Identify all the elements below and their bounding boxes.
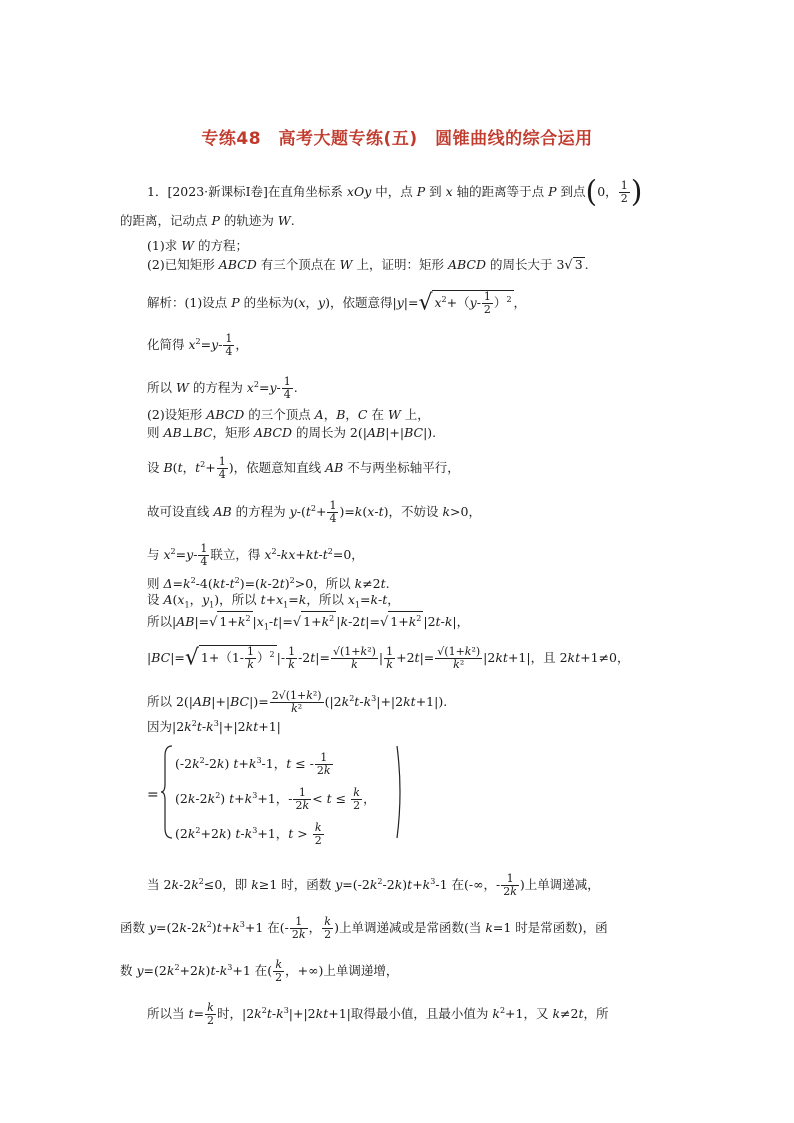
- solution-line-2: 化简得 $x^2=y-$ $\frac{1}{4}$ ，: [147, 332, 248, 358]
- solution-line-15: 当 $2k-2k^2\le 0$，即 k≥1 时，函数 $y=(-2k^2-2k)t+k^3-1$ 在(-∞，- $\frac{1}{2k}$ )上单调递减，: [147, 872, 600, 898]
- page-title: 专练48 高考大题专练(五) 圆锥曲线的综合运用: [201, 129, 593, 149]
- solution-line-9: 则 $\Delta=k^2-4(kt-t^2)=(k-2t)^2>0$，所以 k≠2t.: [147, 576, 390, 592]
- solution-line-13: 所以 2(|AB|+|BC|)= $\frac{\text{2√(1+k²)}}{\text{k²}}$ $(|2k^2t-k^3|+|2kt+1|)$.: [147, 689, 448, 715]
- solution-line-4: (2)设矩形 ABCD 的三个顶点 A，B，C 在 W 上，: [147, 407, 430, 422]
- solution-line-11: 所以|AB|=√ $1+k^2$ $|x_1-t|=√$ $1+k^2$ |k-2t|=√ $1+k^2$ |2t-k|，: [147, 611, 469, 636]
- solution-line-12: |BC|=√ 1+（1- $\frac{1}{k}$ ）$^2$ |- $\frac{1}{k}$ -2t|= $\frac{\text{√(1+k²)}}{k}$ | $\frac{1}{k}$ +2t|= $\frac{\text{√(1+k²)}}{\text{k²}}$ |2kt+1|，且 2kt+1≠0，: [147, 645, 630, 671]
- solution-line-3: 所以 W 的方程为 $x^2=y-$ $\frac{1}{4}$ .: [147, 375, 298, 401]
- piecewise-case-2: $(2k-2k^2)$ $t+k^3+1$，- $\frac{1}{2k}$ < t ≤ $\frac{k}{2}$ ，: [175, 786, 376, 812]
- solution-line-6: 设 B(t，$t^2+$ $\frac{1}{4}$ )，依题意知直线 AB 不与两坐标轴平行，: [147, 455, 460, 481]
- equals-sign: =: [147, 787, 159, 803]
- piecewise-case-1: $(-2k^2-2k)$ $t+k^3-1$，t ≤ - $\frac{1}{2k}$: [175, 751, 331, 777]
- solution-line-14: 因为$|2k^2t-k^3|+|2kt+1|$: [147, 719, 281, 735]
- problem-line-2: 的距离，记动点 P 的轨迹为 W.: [120, 213, 295, 228]
- solution-line-18: 所以当 t= $\frac{k}{2}$ 时，$|2k^2t-k^3|+|2kt+1|$取得最小值，且最小值为 $k^2+1$，又 k≠2t，所: [147, 1001, 609, 1027]
- solution-line-16: 函数 $y=(2k-2k^2)t+k^3+1$ 在(- $\frac{1}{2k}$ ， $\frac{k}{2}$ )上单调递减或是常函数(当 k=1 时是常函数)，函: [120, 915, 608, 941]
- solution-line-1: 解析：(1)设点 P 的坐标为(x，y)，依题意得|y|=√ $x^2+(y-$ $\frac{1}{2}$ ）$^2$ ，: [147, 290, 527, 316]
- solution-line-5: 则 AB⊥BC，矩形 ABCD 的周长为 2(|AB|+|BC|).: [147, 425, 437, 440]
- problem-line-1: 1．[2023·新课标Ⅰ卷]在直角坐标系 xOy 中，点 P 到 x 轴的距离等于点 P 到点(0， $\frac{1}{2}$ ): [147, 174, 643, 210]
- solution-line-7: 故可设直线 AB 的方程为 $y-(t^2+$ $\frac{1}{4}$ )=k(x-t)，不妨设 k>0，: [147, 499, 481, 525]
- right-paren: [395, 744, 405, 840]
- piecewise-case-3: $(2k^2+2k)$ $t-k^3+1$，t > $\frac{k}{2}$: [175, 821, 322, 847]
- problem-part-1: (1)求 W 的方程；: [147, 238, 249, 253]
- solution-line-8: 与 $x^2=y-$ $\frac{1}{4}$ 联立，得 $x^2-kx+kt-t^2=0$，: [147, 542, 364, 568]
- problem-part-2: (2)已知矩形 ABCD 有三个顶点在 W 上，证明：矩形 ABCD 的周长大于 3√ 3 .: [147, 257, 589, 273]
- solution-line-10: 设 $A(x_1$，$y_1$)，所以 $t+x_1=k$，所以 $x_1=k-t$，: [147, 592, 400, 610]
- left-brace: [160, 744, 174, 840]
- solution-line-17: 数 $y=(2k^2+2k)t-k^3+1$ 在( $\frac{k}{2}$ ，+∞)上单调递增，: [120, 958, 399, 984]
